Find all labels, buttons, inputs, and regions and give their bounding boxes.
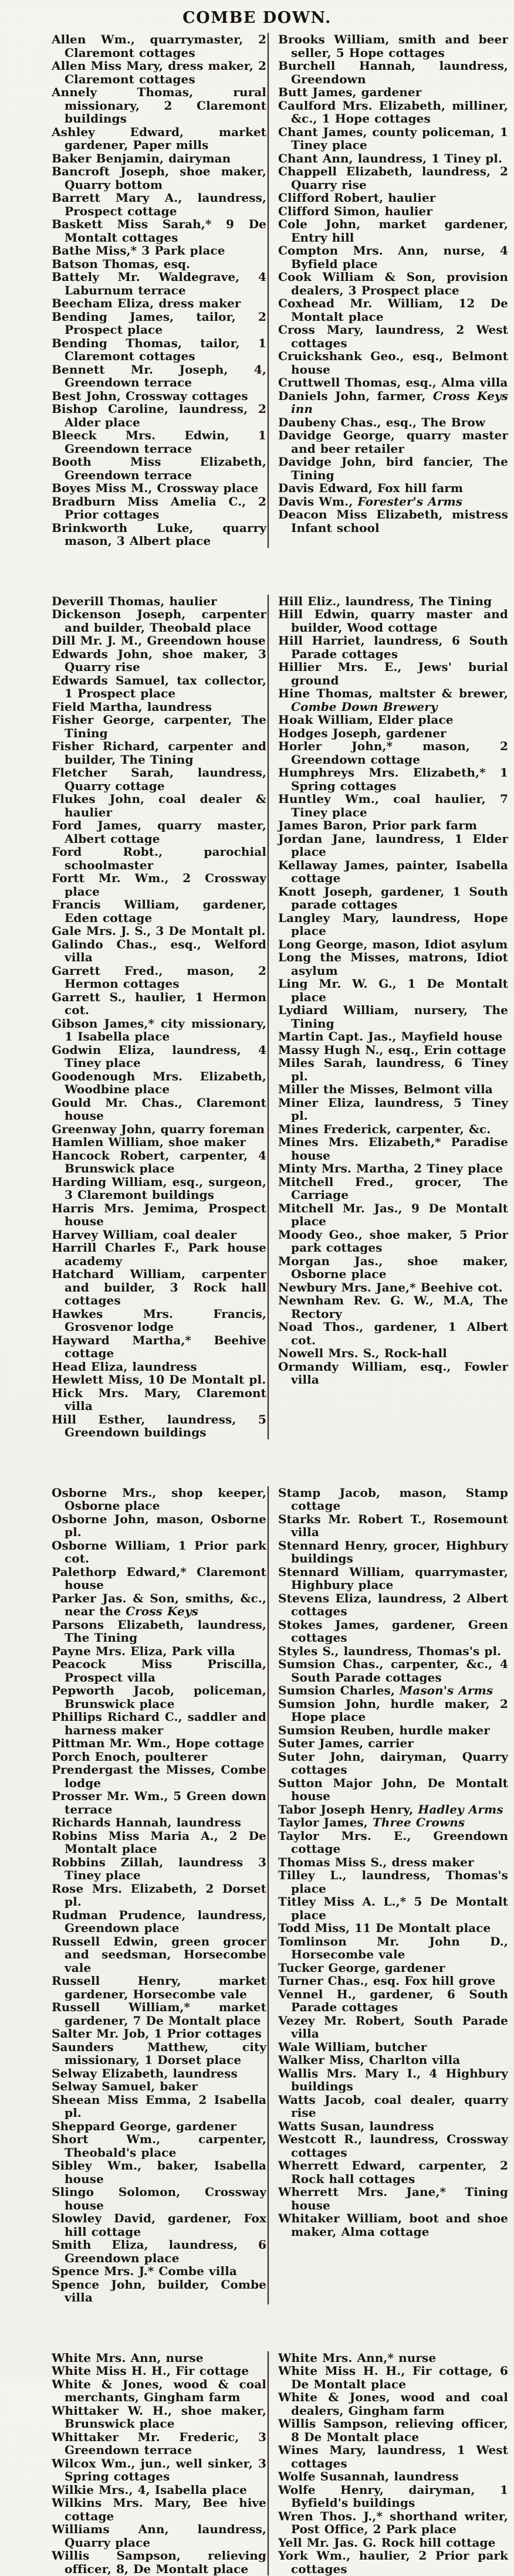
directory-entry: Edwards Samuel, tax collector, 1 Prospect place (52, 673, 266, 700)
directory-entry: Williams Ann, laundress, Quarry place (52, 2522, 266, 2550)
directory-entry: Bathe Miss,* 3 Park place (52, 243, 225, 257)
directory-entry: Gale Mrs. J. S., 3 De Montalt pl. (52, 924, 266, 938)
directory-entry: Humphreys Mrs. Elizabeth,* 1 Spring cottages (278, 765, 508, 793)
directory-entry: Brinkworth Luke, quarry mason, 3 Albert place (52, 520, 266, 548)
directory-entry: Newnham Rev. G. W., M.A, The Rectory (278, 1293, 508, 1321)
directory-entry: Suter James, carrier (278, 1736, 414, 1750)
directory-entry: Long the Misses, matrons, Idiot asylum (278, 950, 508, 978)
directory-entry: Martin Capt. Jas., Mayfield house (278, 1029, 503, 1043)
directory-entry: Pepworth Jacob, policeman, Brunswick place (52, 1683, 266, 1711)
directory-entry: Hayward Martha,* Beehive cottage (52, 1333, 266, 1360)
directory-entry: Whitaker William, boot and shoe maker, Alma cottage (278, 2211, 508, 2239)
directory-entry: Kellaway James, painter, Isabella cottage (278, 857, 508, 885)
directory-entry: Wilkins Mrs. Mary, Bee hive cottage (52, 2496, 266, 2523)
directory-entry: Ling Mr. W. G., 1 De Montalt place (278, 977, 508, 1004)
directory-entry: Pittman Mr. Wm., Hope cottage (52, 1736, 265, 1750)
directory-entry: Daniels John, farmer, Cross Keys inn (278, 388, 508, 416)
entry-italic-name: Forester's Arms (357, 494, 463, 509)
directory-entry: Robins Miss Maria A., 2 De Montalt place (52, 1828, 266, 1856)
directory-entry: Godwin Eliza, laundress, 4 Tiney place (52, 1042, 266, 1070)
directory-entry: Miner Eliza, laundress, 5 Tiney pl. (278, 1095, 508, 1123)
directory-entry: Stennard William, quarrymaster, Highbury place (278, 1564, 508, 1592)
directory-section (52, 1486, 514, 2304)
directory-entry: Cole John, market gardener, Entry hill (278, 217, 508, 245)
directory-entry: Salter Mr. Job, 1 Prior cottages (52, 2026, 262, 2041)
directory-entry: Hill Eliz., laundress, The Tining (278, 594, 492, 608)
directory-entry: Payne Mrs. Eliza, Park villa (52, 1643, 235, 1658)
directory-entry: Ormandy William, esq., Fowler villa (278, 1359, 508, 1387)
directory-entry: Watts Jacob, coal dealer, quarry rise (278, 2092, 508, 2120)
directory-entry: Goodenough Mrs. Elizabeth, Woodbine place (52, 1069, 266, 1096)
directory-entry: Sheean Miss Emma, 2 Isabella pl. (52, 2092, 266, 2120)
directory-entry: Willis Sampson, relieving officer, 8, De Montalt place (52, 2548, 266, 2576)
directory-entry: Bishop Caroline, laundress, 2 Alder place (52, 402, 266, 429)
directory-entry: Boyes Miss M., Crossway place (52, 481, 259, 495)
directory-entry: Hoak William, Elder place (278, 713, 454, 727)
directory-entry: Tilley L., laundress, Thomas's place (278, 1868, 508, 1896)
directory-entry: Lydiard William, nursery, The Tining (278, 1003, 508, 1031)
directory-entry: Titley Miss A. L.,* 5 De Montalt place (278, 1894, 508, 1922)
directory-entry: Taylor Mrs. E., Greendown cottage (278, 1828, 508, 1856)
directory-entry: Davis Wm., Forester's Arms (278, 494, 463, 509)
directory-entry: Caulford Mrs. Elizabeth, milliner, &c., 1 Hope cottages (278, 98, 508, 126)
directory-entry: Baskett Miss Sarah,* 9 De Montalt cottages (52, 217, 266, 245)
directory-entry: Harvey William, coal dealer (52, 1227, 237, 1242)
directory-entry: Sumsion Charles, Mason's Arms (278, 1683, 493, 1697)
directory-entry: Bancroft Joseph, shoe maker, Quarry bottom (52, 164, 266, 192)
directory-entry: Davis Edward, Fox hill farm (278, 481, 464, 495)
directory-entry: Field Martha, laundress (52, 699, 212, 714)
directory-entry: Cruttwell Thomas, esq., Alma villa (278, 375, 508, 389)
directory-entry: Cross Mary, laundress, 2 West cottages (278, 323, 508, 350)
directory-entry: Smith Eliza, laundress, 6 Greendown place (52, 2238, 266, 2265)
directory-entry: White & Jones, wood & coal merchants, Gingham farm (52, 2377, 266, 2404)
directory-entry: Slingo Solomon, Crossway house (52, 2185, 266, 2212)
directory-entry: Deverill Thomas, haulier (52, 594, 217, 608)
directory-entry: Mines Mrs. Elizabeth,* Paradise house (278, 1135, 508, 1162)
entry-italic-name: Cross Keys (126, 1604, 198, 1618)
directory-entry: Russell William,* market gardener, 7 De Montalt place (52, 2000, 266, 2028)
directory-entry: White Miss H. H., Fir cottage, 6 De Montalt place (278, 2364, 508, 2391)
directory-entry: White Miss H. H., Fir cottage (52, 2364, 249, 2378)
directory-entry: Hewlett Miss, 10 De Montalt pl. (52, 1372, 266, 1387)
directory-entry: Deacon Miss Elizabeth, mistress Infant school (278, 507, 508, 535)
directory-entry: Flukes John, coal dealer & haulier (52, 792, 266, 819)
directory-section (52, 595, 514, 1439)
directory-entry: Compton Mrs. Ann, nurse, 4 Byfield place (278, 243, 508, 271)
directory-column-left (52, 595, 266, 1439)
directory-section (52, 33, 514, 548)
directory (0, 28, 514, 2575)
directory-entry: Wines Mary, laundress, 1 West cottages (278, 2443, 508, 2470)
directory-entry: Russell Henry, market gardener, Horsecombe vale (52, 1974, 266, 2001)
directory-entry: Wolfe Henry, dairyman, 1 Byfield's buildings (278, 2482, 508, 2510)
directory-entry: Coxhead Mr. William, 12 De Montalt place (278, 296, 508, 324)
directory-column-right (269, 2351, 508, 2576)
directory-entry: Sumsion John, hurdle maker, 2 Hope place (278, 1696, 508, 1724)
directory-column-right (269, 1486, 508, 2304)
directory-entry: Wallis Mrs. Mary I., 4 Highbury buildings (278, 2066, 508, 2093)
directory-entry: Head Eliza, laundress (52, 1359, 197, 1374)
directory-entry: Prosser Mr. Wm., 5 Green down terrace (52, 1789, 266, 1816)
directory-entry: Spence Mrs. J.* Combe villa (52, 2264, 237, 2278)
directory-entry: Harris Mrs. Jemima, Prospect house (52, 1201, 266, 1228)
directory-entry: Hill Edwin, quarry master and builder, Wood cottage (278, 607, 508, 635)
directory-entry: Bleeck Mrs. Edwin, 1 Greendown terrace (52, 428, 266, 456)
directory-entry: Harrill Charles F., Park house academy (52, 1240, 266, 1268)
directory-entry: Harding William, esq., surgeon, 3 Claremont buildings (52, 1174, 266, 1202)
directory-entry: Robbins Zillah, laundress 3 Tiney place (52, 1855, 266, 1882)
directory-entry: Walker Miss, Charlton villa (278, 2053, 461, 2067)
directory-entry: Fortt Mr. Wm., 2 Crossway place (52, 871, 266, 899)
directory-entry: Wilcox Wm., jun., well sinker, 3 Spring cottages (52, 2456, 266, 2483)
directory-entry: Cruickshank Geo., esq., Belmont house (278, 349, 508, 377)
directory-entry: Moody Geo., shoe maker, 5 Prior park cottages (278, 1227, 508, 1255)
directory-entry: Saunders Matthew, city missionary, 1 Dorset place (52, 2039, 266, 2067)
directory-entry: Bradburn Miss Amelia C., 2 Prior cottages (52, 494, 266, 521)
directory-entry: Booth Miss Elizabeth, Greendown terrace (52, 455, 266, 482)
directory-section (52, 2351, 514, 2576)
directory-entry: Stevens Eliza, laundress, 2 Albert cottages (278, 1591, 508, 1618)
directory-entry: Burchell Hannah, laundress, Greendown (278, 59, 508, 86)
directory-entry: Allen Miss Mary, dress maker, 2 Claremont cottages (52, 59, 266, 86)
directory-entry: Stokes James, gardener, Green cottages (278, 1617, 508, 1645)
directory-entry: Tomlinson Mr. John D., Horsecombe vale (278, 1934, 508, 1961)
directory-entry: Morgan Jas., shoe maker, Osborne place (278, 1253, 508, 1281)
directory-entry: Wilkie Mrs., 4, Isabella place (52, 2482, 247, 2497)
directory-entry: Davidge John, bird fancier, The Tining (278, 455, 508, 482)
directory-entry: Massy Hugh N., esq., Erin cottage (278, 1042, 506, 1057)
directory-entry: Davidge George, quarry master and beer retailer (278, 428, 508, 456)
directory-entry: Greenway John, quarry foreman (52, 1121, 265, 1136)
directory-entry: Wale William, butcher (278, 2039, 427, 2054)
directory-entry: Wherrett Mrs. Jane,* Tining house (278, 2185, 508, 2212)
directory-entry: Hill Harriet, laundress, 6 South Parade cottages (278, 633, 508, 661)
entry-italic-name: Mason's Arms (400, 1683, 493, 1697)
directory-entry: Osborne William, 1 Prior park cot. (52, 1538, 266, 1565)
directory-entry: Hancock Robert, carpenter, 4 Brunswick place (52, 1148, 266, 1175)
directory-entry: Hawkes Mrs. Francis, Grosvenor lodge (52, 1306, 266, 1334)
directory-entry: Vennel H., gardener, 6 South Parade cottages (278, 1987, 508, 2014)
directory-entry: Tabor Joseph Henry, Hadley Arms (278, 1802, 503, 1816)
directory-entry: Huntley Wm., coal haulier, 7 Tiney place (278, 792, 508, 819)
directory-entry: Wherrett Edward, carpenter, 2 Rock hall cottages (278, 2158, 508, 2186)
directory-entry: Daubeny Chas., esq., The Brow (278, 415, 486, 429)
directory-entry: Sumsion Reuben, hurdle maker (278, 1723, 490, 1737)
directory-entry: Parsons Elizabeth, laundress, The Tining (52, 1617, 266, 1645)
directory-entry: Palethorp Edward,* Claremont house (52, 1564, 266, 1592)
directory-entry: Hick Mrs. Mary, Claremont villa (52, 1385, 266, 1413)
directory-entry: Clifford Robert, haulier (278, 191, 436, 205)
directory-entry: Ford Robt., parochial schoolmaster (52, 845, 266, 872)
directory-entry: Bending James, tailor, 2 Prospect place (52, 309, 266, 337)
directory-column-left (52, 33, 266, 548)
directory-entry: Porch Enoch, poulterer (52, 1749, 208, 1764)
directory-entry: Vezey Mr. Robert, South Parade villa (278, 2013, 508, 2041)
directory-entry: Osborne Mrs., shop keeper, Osborne place (52, 1485, 266, 1513)
directory-entry: Wolfe Susannah, laundress (278, 2469, 459, 2483)
directory-entry: Knott Joseph, gardener, 1 South parade cottages (278, 884, 508, 911)
directory-entry: Ashley Edward, market gardener, Paper mills (52, 124, 266, 152)
directory-entry: Russell Edwin, green grocer and seedsman, Horsecombe vale (52, 1934, 266, 1975)
directory-entry: Suter John, dairyman, Quarry cottages (278, 1749, 508, 1777)
directory-entry: Sutton Major John, De Montalt house (278, 1775, 508, 1803)
directory-entry: Slowley David, gardener, Fox hill cottage (52, 2211, 266, 2239)
directory-entry: Bending Thomas, tailor, 1 Claremont cottages (52, 335, 266, 363)
directory-entry: Wren Thos. J.,* shorthand writer, Post Office, 2 Park place (278, 2509, 508, 2536)
directory-entry: Chant James, county policeman, 1 Tiney place (278, 124, 508, 152)
directory-entry: White & Jones, wood and coal dealers, Gingham farm (278, 2390, 508, 2418)
directory-entry: Hodges Joseph, gardener (278, 726, 447, 740)
directory-entry: Stennard Henry, grocer, Highbury buildings (278, 1538, 508, 1565)
directory-entry: Phillips Richard C., saddler and harness maker (52, 1710, 266, 1737)
directory-entry: York Wm., haulier, 2 Prior park cottages (278, 2548, 508, 2576)
directory-entry: Peacock Miss Priscilla, Prospect villa (52, 1657, 266, 1684)
directory-entry: Annely Thomas, rural missionary, 2 Claremont buildings (52, 85, 266, 126)
directory-entry: Whittaker Mr. Frederic, 3 Greendown terrace (52, 2429, 266, 2457)
directory-entry: Richards Hannah, laundress (52, 1815, 242, 1829)
directory-entry: Galindo Chas., esq., Welford villa (52, 937, 266, 964)
directory-entry: Mitchell Mr. Jas., 9 De Montalt place (278, 1201, 508, 1228)
directory-entry: Mitchell Fred., grocer, The Carriage (278, 1174, 508, 1202)
directory-entry: Barrett Mary A., laundress, Prospect cottage (52, 191, 266, 218)
directory-entry: Fisher Richard, carpenter and builder, The Tining (52, 739, 266, 767)
directory-entry: Willis Sampson, relieving officer, 8 De Montalt place (278, 2416, 508, 2444)
directory-entry: Hill Esther, laundress, 5 Greendown buildings (52, 1412, 266, 1439)
directory-entry: Dickenson Joseph, carpenter and builder, Theobald place (52, 607, 266, 635)
directory-entry: Fisher George, carpenter, The Tining (52, 713, 266, 740)
directory-entry: Clifford Simon, haulier (278, 204, 432, 218)
directory-entry: Long George, mason, Idiot asylum (278, 937, 508, 951)
directory-entry: Sumsion Chas., carpenter, &c., 4 South Parade cottages (278, 1657, 508, 1684)
directory-entry: Hillier Mrs. E., Jews' burial ground (278, 660, 508, 687)
directory-entry: Yell Mr. Jas. G. Rock hill cottage (278, 2535, 496, 2550)
directory-entry: Dill Mr. J. M., Greendown house (52, 633, 266, 648)
directory-entry: Whittaker W. H., shoe maker, Brunswick place (52, 2403, 266, 2431)
directory-entry: Battely Mr. Waldegrave, 4 Laburnum terrace (52, 270, 266, 297)
directory-entry: Hatchard William, carpenter and builder, 3 Rock hall cottages (52, 1267, 266, 1307)
directory-entry: Spence John, builder, Combe villa (52, 2277, 266, 2304)
directory-entry: Jordan Jane, laundress, 1 Elder place (278, 831, 508, 859)
directory-entry: Brooks William, smith and beer seller, 5 Hope cottages (278, 32, 508, 60)
directory-entry: Parker Jas. & Son, smiths, &c., near the Cross Keys (52, 1591, 266, 1618)
directory-entry: Miller the Misses, Belmont villa (278, 1082, 493, 1096)
directory-entry: Bennett Mr. Joseph, 4, Greendown terrace (52, 362, 266, 389)
directory-entry: James Baron, Prior park farm (278, 818, 478, 832)
directory-entry: Thomas Miss S., dress maker (278, 1855, 474, 1869)
directory-entry: Garrett S., haulier, 1 Hermon cot. (52, 989, 266, 1017)
directory-entry: Horler John,* mason, 2 Greendown cottage (278, 739, 508, 767)
directory-entry: White Mrs. Ann, nurse (52, 2350, 204, 2365)
directory-entry: Westcott R., laundress, Crossway cottages (278, 2132, 508, 2160)
directory-entry: Fletcher Sarah, laundress, Quarry cottage (52, 765, 266, 793)
directory-entry: Stamp Jacob, mason, Stamp cottage (278, 1485, 508, 1513)
directory-entry: Watts Susan, laundress (278, 2119, 434, 2133)
directory-entry: Sibley Wm., baker, Isabella house (52, 2158, 266, 2186)
directory-entry: Best John, Crossway cottages (52, 388, 248, 403)
directory-entry: Cook William & Son, provision dealers, 3 Prospect place (278, 270, 508, 297)
directory-entry: Baker Benjamin, dairyman (52, 151, 231, 165)
directory-entry: Francis William, gardener, Eden cottage (52, 897, 266, 925)
directory-entry: Langley Mary, laundress, Hope place (278, 910, 508, 938)
directory-entry: Styles S., laundress, Thomas's pl. (278, 1643, 502, 1658)
directory-entry: Beecham Eliza, dress maker (52, 296, 241, 310)
directory-entry: Garrett Fred., mason, 2 Hermon cottages (52, 963, 266, 991)
directory-entry: Rose Mrs. Elizabeth, 2 Dorset pl. (52, 1881, 266, 1909)
directory-entry: Miles Sarah, laundress, 6 Tiney pl. (278, 1056, 508, 1083)
directory-entry: Rudman Prudence, laundress, Greendown place (52, 1907, 266, 1935)
directory-entry: Short Wm., carpenter, Theobald's place (52, 2132, 266, 2160)
page-title: COMBE DOWN. (182, 9, 332, 27)
directory-entry: Taylor James, Three Crowns (278, 1815, 465, 1829)
directory-entry: Prendergast the Misses, Combe lodge (52, 1762, 266, 1790)
directory-entry: Edwards John, shoe maker, 3 Quarry rise (52, 646, 266, 674)
directory-entry: Batson Thomas, esq. (52, 256, 191, 271)
directory-column-left (52, 2351, 266, 2576)
directory-entry: Chappell Elizabeth, laundress, 2 Quarry rise (278, 164, 508, 192)
directory-entry: Noad Thos., gardener, 1 Albert cot. (278, 1320, 508, 1347)
directory-entry: Minty Mrs. Martha, 2 Tiney place (278, 1161, 503, 1175)
entry-italic-name: Three Crowns (372, 1815, 465, 1829)
directory-entry: Butt James, gardener (278, 85, 422, 99)
directory-entry: Allen Wm., quarrymaster, 2 Claremont cottages (52, 32, 266, 60)
entry-italic-name: Hadley Arms (418, 1802, 503, 1816)
directory-entry: Gibson James,* city missionary, 1 Isabella place (52, 1016, 266, 1043)
directory-entry: Tucker George, gardener (278, 1960, 445, 1975)
directory-entry: Selway Samuel, baker (52, 2079, 198, 2093)
directory-entry: White Mrs. Ann,* nurse (278, 2350, 437, 2365)
directory-entry: Starks Mr. Robert T., Rosemount villa (278, 1511, 508, 1539)
directory-entry: Ford James, quarry master, Albert cottage (52, 818, 266, 846)
directory-entry: Hine Thomas, maltster & brewer, Combe Down Brewery (278, 686, 508, 714)
directory-entry: Mines Frederick, carpenter, &c. (278, 1121, 491, 1136)
directory-entry: Nowell Mrs. S., Rock-hall (278, 1346, 447, 1360)
entry-italic-name: Cross Keys inn (291, 388, 508, 416)
directory-entry: Todd Miss, 11 De Montalt place (278, 1921, 491, 1935)
directory-entry: Osborne John, mason, Osborne pl. (52, 1511, 266, 1539)
directory-column-left (52, 1486, 266, 2304)
directory-entry: Chant Ann, laundress, 1 Tiney pl. (278, 151, 503, 165)
directory-column-right (269, 33, 508, 548)
directory-entry: Hamlen William, shoe maker (52, 1135, 246, 1149)
directory-entry: Gould Mr. Chas., Claremont house (52, 1095, 266, 1123)
directory-column-right (269, 595, 508, 1439)
entry-italic-name: Combe Down Brewery (291, 699, 438, 714)
directory-entry: Sheppard George, gardener (52, 2119, 236, 2133)
directory-entry: Turner Chas., esq. Fox hill grove (278, 1974, 496, 1988)
directory-entry: Newbury Mrs. Jane,* Beehive cot. (278, 1280, 503, 1294)
directory-entry: Selway Elizabeth, laundress (52, 2066, 238, 2080)
